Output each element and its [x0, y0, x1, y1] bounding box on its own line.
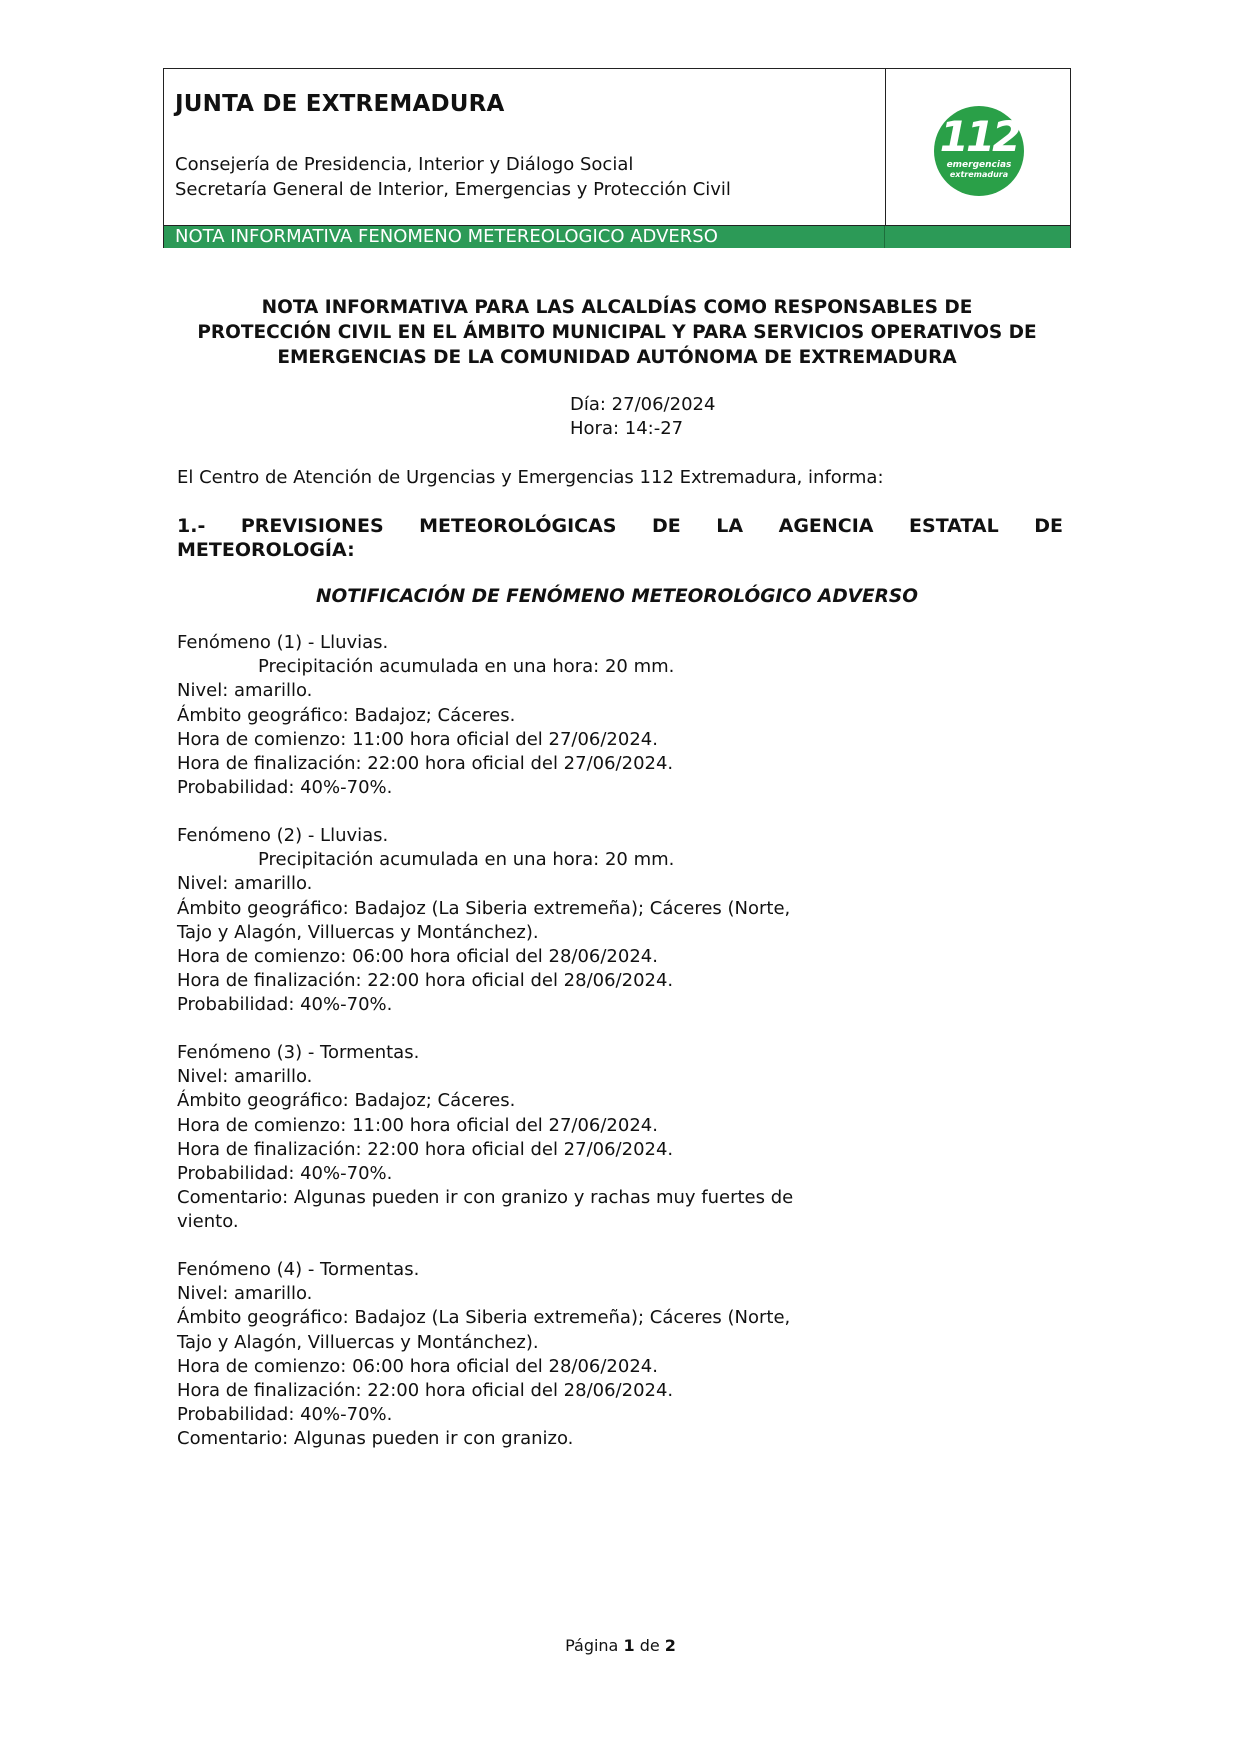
date-day: Día: 27/06/2024: [570, 394, 716, 415]
section-word: DE: [652, 515, 681, 537]
header-left-cell: [164, 69, 886, 225]
main-title: [163, 295, 1071, 370]
title-line: PROTECCIÓN CIVIL EN EL ÁMBITO MUNICIPAL Y PARA SERVICIOS OPERATIVOS DE: [197, 322, 1037, 343]
phenomenon-start: Hora de comienzo: 11:00 hora oficial del 27/06/2024.: [177, 1114, 658, 1136]
section-word: PREVISIONES: [240, 515, 384, 537]
phenomenon-probability: Probabilidad: 40%-70%.: [177, 1404, 393, 1426]
phenomenon-title: Fenómeno (4) - Tormentas.: [177, 1259, 420, 1280]
page-of-label: de: [639, 1636, 660, 1655]
section-word: DE: [1034, 515, 1063, 537]
phenomenon-comment: Comentario: Algunas pueden ir con granizo.: [177, 1428, 574, 1450]
section-title: [177, 514, 1063, 562]
page-label: Página: [565, 1636, 619, 1655]
phenomenon-probability: Probabilidad: 40%-70%.: [177, 1163, 393, 1185]
phenomenon-detail: Precipitación acumulada en una hora: 20 mm.: [258, 849, 675, 871]
phenomenon-end: Hora de finalización: 22:00 hora oficial del 28/06/2024.: [177, 970, 674, 992]
phenomenon-start: Hora de comienzo: 06:00 hora oficial del 28/06/2024.: [177, 1355, 658, 1377]
page-total: 2: [664, 1636, 676, 1655]
phenomenon-block: [177, 824, 790, 1018]
phenomenon-probability: Probabilidad: 40%-70%.: [177, 994, 393, 1016]
banner-divider: [884, 226, 885, 248]
phenomenon-area: Ámbito geográfico: Badajoz (La Siberia extremeña); Cáceres (Norte,: [177, 897, 791, 919]
phenomenon-start: Hora de comienzo: 06:00 hora oficial del 28/06/2024.: [177, 946, 658, 968]
phenomenon-block: [177, 1041, 793, 1235]
department-line: Secretaría General de Interior, Emergencias y Protección Civil: [175, 179, 731, 200]
header-banner: [164, 225, 1070, 248]
phenomenon-end: Hora de finalización: 22:00 hora oficial del 28/06/2024.: [177, 1380, 674, 1402]
section-word: METEOROLÓGICAS: [419, 515, 617, 537]
phenomenon-area: Ámbito geográfico: Badajoz; Cáceres.: [177, 704, 516, 726]
section-title-line: METEOROLOGÍA:: [177, 539, 355, 561]
page-footer: [0, 1636, 1241, 1655]
section-word: ESTATAL: [909, 515, 999, 537]
phenomenon-level: Nivel: amarillo.: [177, 1283, 313, 1305]
phenomenon-comment: viento.: [177, 1211, 239, 1233]
page-number: 1: [623, 1636, 635, 1655]
department-info: [175, 152, 731, 202]
section-title-line: [177, 514, 1063, 538]
title-line: EMERGENCIAS DE LA COMUNIDAD AUTÓNOMA DE EXTREMADURA: [277, 347, 957, 368]
phenomenon-level: Nivel: amarillo.: [177, 680, 313, 702]
logo-number: 112: [939, 112, 1019, 161]
title-line: NOTA INFORMATIVA PARA LAS ALCALDÍAS COMO RESPONSABLES DE: [261, 297, 973, 318]
department-line: Consejería de Presidencia, Interior y Diálogo Social: [175, 154, 634, 175]
phenomenon-title: Fenómeno (1) - Lluvias.: [177, 632, 389, 653]
phenomenon-area: Tajo y Alagón, Villuercas y Montánchez).: [177, 921, 539, 943]
phenomenon-title: Fenómeno (3) - Tormentas.: [177, 1042, 420, 1063]
phenomenon-start: Hora de comienzo: 11:00 hora oficial del 27/06/2024.: [177, 728, 658, 750]
notification-title: NOTIFICACIÓN DE FENÓMENO METEOROLÓGICO ADVERSO: [316, 586, 918, 607]
logo-text: extremadura: [949, 170, 1009, 179]
phenomenon-block: [177, 1258, 790, 1452]
logo-cell: [886, 69, 1070, 225]
phenomenon-title: Fenómeno (2) - Lluvias.: [177, 825, 389, 846]
phenomenon-block: [177, 631, 674, 800]
date-time: Hora: 14:-27: [570, 418, 684, 439]
organization-name: JUNTA DE EXTREMADURA: [175, 91, 505, 117]
phenomenon-detail: Precipitación acumulada en una hora: 20 mm.: [258, 656, 675, 678]
phenomenon-area: Ámbito geográfico: Badajoz (La Siberia extremeña); Cáceres (Norte,: [177, 1307, 791, 1329]
banner-text: NOTA INFORMATIVA FENOMENO METEREOLOGICO ADVERSO: [175, 226, 718, 247]
logo-text: emergencias: [946, 160, 1012, 170]
phenomenon-area: Tajo y Alagón, Villuercas y Montánchez).: [177, 1331, 539, 1353]
phenomenon-end: Hora de finalización: 22:00 hora oficial del 27/06/2024.: [177, 1138, 674, 1160]
phenomenon-end: Hora de finalización: 22:00 hora oficial del 27/06/2024.: [177, 753, 674, 775]
header-box: [163, 68, 1071, 248]
section-word: 1.-: [177, 515, 206, 537]
emergency-112-logo: [934, 106, 1024, 196]
intro-text: El Centro de Atención de Urgencias y Emergencias 112 Extremadura, informa:: [177, 467, 884, 488]
phenomenon-area: Ámbito geográfico: Badajoz; Cáceres.: [177, 1090, 516, 1112]
phenomenon-level: Nivel: amarillo.: [177, 1066, 313, 1088]
phenomenon-level: Nivel: amarillo.: [177, 873, 313, 895]
section-word: LA: [716, 515, 744, 537]
section-word: AGENCIA: [778, 515, 874, 537]
phenomenon-comment: Comentario: Algunas pueden ir con granizo y rachas muy fuertes de: [177, 1187, 794, 1209]
phenomenon-probability: Probabilidad: 40%-70%.: [177, 777, 393, 799]
date-block: [570, 393, 715, 441]
